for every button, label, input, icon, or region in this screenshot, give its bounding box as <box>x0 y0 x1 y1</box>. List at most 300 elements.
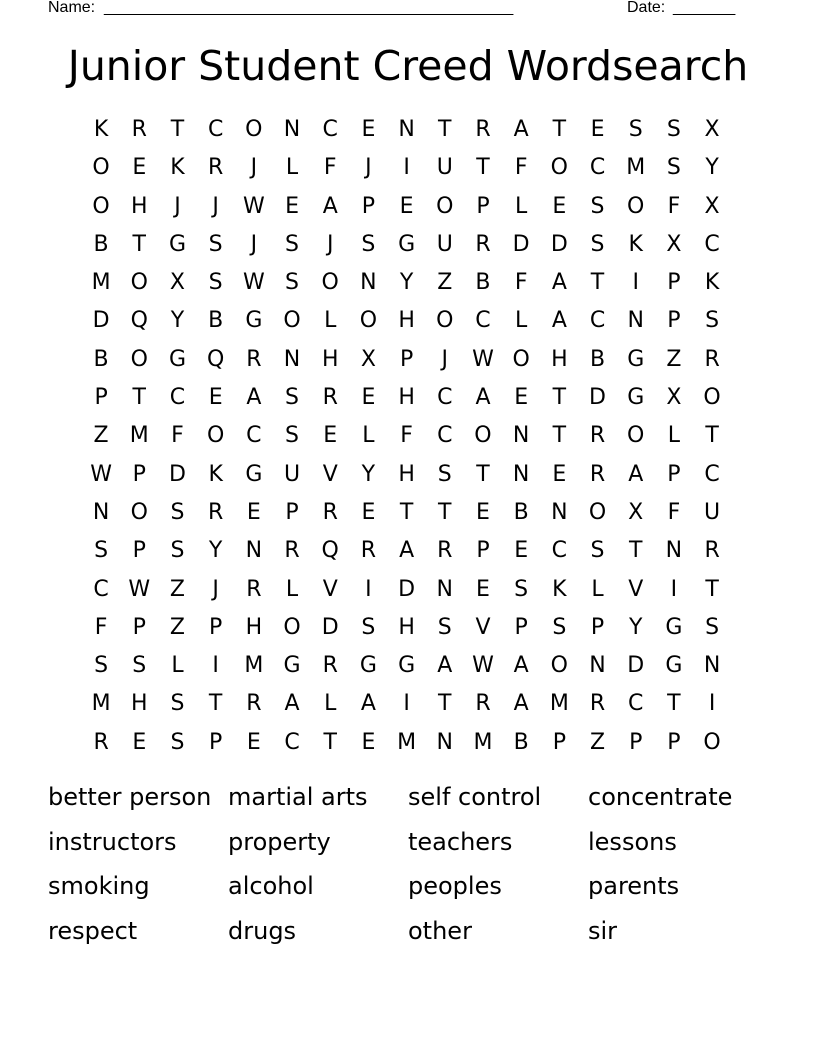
grid-letter: S <box>590 193 605 219</box>
grid-letter: D <box>589 385 606 411</box>
grid-letter: D <box>627 653 645 679</box>
grid-letter: A <box>628 461 644 487</box>
grid-letter: R <box>246 576 262 602</box>
grid-letter: P <box>552 729 566 755</box>
grid-letter: S <box>705 614 720 640</box>
grid-letter: E <box>514 385 529 411</box>
grid-letter: I <box>670 576 678 602</box>
grid-letter: E <box>361 117 376 142</box>
grid-letter: S <box>132 653 147 679</box>
word-bank-item: lessons <box>588 827 677 856</box>
grid-letter: M <box>91 691 111 717</box>
grid-letter: F <box>323 155 337 181</box>
grid-letter: C <box>246 423 262 449</box>
grid-letter: E <box>361 729 376 755</box>
grid-letter: R <box>475 231 491 257</box>
grid-letter: T <box>170 117 185 142</box>
grid-letter: V <box>628 576 644 602</box>
grid-letter: H <box>398 461 415 487</box>
grid-letter: M <box>244 653 264 679</box>
grid-letter: T <box>399 499 414 525</box>
grid-letter: G <box>398 231 416 257</box>
grid-letter: Y <box>170 308 185 334</box>
grid-letter: W <box>472 653 494 679</box>
grid-letter: V <box>322 576 338 602</box>
grid-letter: K <box>170 155 185 181</box>
grid-letter: A <box>322 193 338 219</box>
date-blank: _______ <box>673 0 736 16</box>
grid-letter: U <box>436 155 453 181</box>
grid-letter: E <box>590 117 605 142</box>
grid-letter: R <box>475 117 491 142</box>
grid-letter: L <box>324 308 337 334</box>
grid-row <box>82 379 732 417</box>
grid-row <box>82 417 732 455</box>
grid-letter: S <box>514 576 529 602</box>
grid-letter: S <box>666 155 681 181</box>
grid-letter: X <box>704 117 720 142</box>
grid-row <box>82 685 732 723</box>
grid-letter: E <box>552 461 567 487</box>
grid-letter: N <box>398 117 415 142</box>
grid-letter: D <box>321 614 339 640</box>
grid-letter: T <box>552 385 567 411</box>
grid-row <box>82 532 732 570</box>
grid-letter: P <box>132 461 146 487</box>
grid-letter: W <box>128 576 151 602</box>
grid-letter: W <box>242 193 265 219</box>
word-bank-item: sir <box>588 917 618 946</box>
word-bank-item: smoking <box>48 872 150 901</box>
grid-letter: E <box>552 193 567 219</box>
grid-letter: C <box>589 308 606 334</box>
grid-letter: H <box>131 193 148 219</box>
grid-letter: O <box>245 117 263 142</box>
grid-letter: F <box>667 499 681 525</box>
grid-letter: S <box>705 308 720 334</box>
word-bank-item: teachers <box>408 827 513 856</box>
grid-letter: A <box>513 691 529 717</box>
grid-letter: U <box>704 499 721 525</box>
grid-letter: G <box>359 653 377 679</box>
word-bank <box>48 778 788 957</box>
grid-letter: K <box>208 461 223 487</box>
grid-letter: R <box>208 499 224 525</box>
grid-letter: P <box>476 193 490 219</box>
grid-letter: N <box>283 346 301 372</box>
grid-letter: F <box>514 270 528 296</box>
grid-letter: T <box>132 385 146 411</box>
grid-letter: V <box>322 461 338 487</box>
grid-letter: R <box>437 538 453 564</box>
grid-letter: O <box>283 614 301 640</box>
grid-letter: C <box>704 461 720 487</box>
grid-letter: H <box>321 346 339 372</box>
grid-letter: C <box>322 117 338 142</box>
grid-letter: B <box>93 231 109 257</box>
grid-letter: O <box>321 270 339 296</box>
grid-letter: O <box>206 423 225 449</box>
grid-letter: S <box>590 538 605 564</box>
grid-letter: T <box>476 155 490 181</box>
grid-letter: R <box>131 117 147 142</box>
grid-letter: P <box>590 614 605 640</box>
word-bank-item: better person <box>48 783 212 811</box>
grid-letter: S <box>628 117 643 142</box>
grid-letter: T <box>552 117 567 142</box>
grid-letter: H <box>551 346 568 372</box>
grid-letter: B <box>513 729 529 755</box>
grid-letter: N <box>551 499 568 525</box>
grid-letter: E <box>208 385 223 411</box>
grid-letter: Z <box>437 270 453 296</box>
grid-letter: R <box>589 423 606 449</box>
grid-letter: H <box>398 614 415 640</box>
grid-row <box>82 149 732 187</box>
grid-letter: I <box>632 270 639 296</box>
word-bank-item: drugs <box>228 917 297 946</box>
page-title: Junior Student Creed Wordsearch <box>67 42 749 90</box>
grid-letter: O <box>512 346 530 372</box>
grid-letter: L <box>667 423 681 449</box>
grid-letter: T <box>705 576 719 602</box>
grid-row <box>82 188 732 226</box>
grid-letter: A <box>551 270 567 296</box>
grid-letter: L <box>591 576 604 602</box>
grid-letter: F <box>400 423 413 449</box>
grid-row <box>82 302 732 340</box>
grid-letter: C <box>551 538 568 564</box>
grid-letter: P <box>94 385 108 411</box>
grid-letter: B <box>93 346 109 372</box>
grid-letter: T <box>438 691 452 717</box>
grid-letter: P <box>667 729 681 755</box>
grid-letter: Y <box>361 461 376 487</box>
grid-letter: E <box>323 423 338 449</box>
grid-letter: O <box>130 499 148 525</box>
grid-letter: P <box>209 614 223 640</box>
grid-row <box>82 111 732 149</box>
grid-letter: T <box>476 461 490 487</box>
grid-letter: P <box>476 538 490 564</box>
grid-letter: X <box>704 193 720 219</box>
grid-letter: S <box>361 614 376 640</box>
grid-letter: D <box>512 231 530 257</box>
grid-letter: A <box>246 385 262 411</box>
grid-letter: E <box>246 729 261 755</box>
grid-letter: O <box>474 423 492 449</box>
grid-letter: O <box>550 653 568 679</box>
grid-letter: Z <box>589 729 606 755</box>
word-bank-item: respect <box>48 917 138 946</box>
grid-letter: Y <box>705 155 719 181</box>
grid-letter: L <box>171 653 184 679</box>
grid-letter: R <box>360 538 377 564</box>
grid-letter: K <box>93 117 109 142</box>
grid-letter: G <box>168 231 186 257</box>
grid-row <box>82 724 732 762</box>
grid-letter: O <box>550 155 568 181</box>
grid-letter: F <box>94 614 108 640</box>
grid-letter: X <box>169 270 185 296</box>
grid-letter: R <box>246 346 262 372</box>
grid-letter: N <box>589 653 606 679</box>
grid-letter: S <box>170 729 185 755</box>
grid-letter: L <box>515 193 528 219</box>
name-blank: ______________________________________________ <box>104 0 514 16</box>
grid-letter: N <box>627 308 644 334</box>
grid-letter: R <box>589 691 606 717</box>
grid-letter: K <box>628 231 643 257</box>
grid-letter: B <box>475 270 491 296</box>
grid-letter: X <box>360 346 376 372</box>
grid-letter: T <box>438 499 452 525</box>
grid-letter: A <box>551 308 567 334</box>
grid-letter: J <box>212 576 219 602</box>
grid-letter: R <box>322 499 338 525</box>
grid-letter: H <box>245 614 263 640</box>
grid-letter: N <box>360 270 377 296</box>
header-line <box>48 0 748 18</box>
grid-letter: O <box>588 499 607 525</box>
grid-letter: C <box>475 308 491 334</box>
grid-letter: M <box>549 691 569 717</box>
grid-letter: S <box>170 691 185 717</box>
grid-letter: A <box>284 691 300 717</box>
grid-letter: A <box>475 385 491 411</box>
word-bank-item: other <box>408 917 472 946</box>
grid-letter: C <box>169 385 186 411</box>
word-bank-item: martial arts <box>228 783 368 811</box>
grid-letter: T <box>208 691 223 717</box>
grid-letter: F <box>514 155 528 181</box>
grid-letter: L <box>362 423 375 449</box>
word-bank-item: self control <box>408 783 542 811</box>
grid-letter: T <box>628 538 643 564</box>
grid-letter: Z <box>666 346 682 372</box>
grid-letter: O <box>627 193 645 219</box>
grid-letter: X <box>666 385 682 411</box>
grid-letter: S <box>361 231 376 257</box>
grid-letter: P <box>514 614 528 640</box>
grid-letter: G <box>245 461 263 487</box>
grid-letter: A <box>399 538 415 564</box>
grid-letter: T <box>590 270 605 296</box>
grid-letter: O <box>436 308 454 334</box>
grid-letter: N <box>92 499 110 525</box>
grid-letter: S <box>94 538 109 564</box>
grid-row <box>82 571 732 609</box>
grid-letter: R <box>704 538 720 564</box>
grid-letter: L <box>285 576 299 602</box>
grid-letter: L <box>324 691 337 717</box>
date-label: Date: <box>627 0 666 16</box>
grid-letter: G <box>665 653 683 679</box>
grid-letter: R <box>475 691 491 717</box>
grid-letter: G <box>245 308 263 334</box>
grid-letter: O <box>703 385 721 411</box>
grid-letter: D <box>92 308 110 334</box>
grid-letter: G <box>665 614 683 640</box>
grid-letter: E <box>132 155 147 181</box>
grid-letter: O <box>92 193 110 219</box>
grid-letter: T <box>132 231 146 257</box>
grid-letter: O <box>703 729 721 755</box>
grid-letter: C <box>284 729 300 755</box>
grid-letter: B <box>589 346 606 372</box>
grid-letter: I <box>212 653 219 679</box>
grid-letter: H <box>398 308 415 334</box>
grid-letter: M <box>473 729 493 755</box>
grid-letter: S <box>285 423 300 449</box>
grid-letter: C <box>437 423 453 449</box>
grid-letter: A <box>360 691 376 717</box>
grid-row <box>82 647 732 685</box>
word-bank-item: alcohol <box>228 872 314 901</box>
grid-letter: J <box>441 346 449 372</box>
grid-letter: P <box>132 614 146 640</box>
grid-letter: S <box>170 499 185 525</box>
grid-letter: Y <box>208 538 223 564</box>
grid-letter: T <box>552 423 567 449</box>
grid-letter: G <box>627 385 645 411</box>
grid-letter: S <box>552 614 567 640</box>
grid-letter: T <box>667 691 681 717</box>
grid-letter: G <box>168 346 186 372</box>
grid-letter: I <box>403 691 410 717</box>
grid-letter: M <box>626 155 646 181</box>
grid-letter: E <box>361 385 376 411</box>
grid-letter: S <box>208 231 223 257</box>
grid-letter: A <box>437 653 453 679</box>
grid-letter: I <box>365 576 372 602</box>
grid-letter: O <box>92 155 110 181</box>
grid-letter: E <box>285 193 299 219</box>
grid-letter: J <box>326 231 334 257</box>
grid-letter: S <box>94 653 109 679</box>
grid-letter: P <box>399 346 414 372</box>
word-bank-item: parents <box>588 872 680 901</box>
grid-letter: G <box>627 346 645 372</box>
grid-letter: K <box>552 576 567 602</box>
grid-letter: G <box>283 653 301 679</box>
grid-letter: L <box>515 308 528 334</box>
grid-letter: C <box>704 231 720 257</box>
grid-letter: S <box>285 231 300 257</box>
grid-letter: P <box>285 499 299 525</box>
grid-row <box>82 341 732 379</box>
grid-letter: E <box>514 538 529 564</box>
grid-letter: O <box>359 308 378 334</box>
grid-letter: J <box>250 155 258 181</box>
grid-letter: B <box>513 499 529 525</box>
grid-letter: P <box>132 538 146 564</box>
grid-row <box>82 456 732 494</box>
grid-letter: R <box>322 385 338 411</box>
grid-letter: O <box>130 346 148 372</box>
grid-letter: D <box>398 576 416 602</box>
grid-letter: Z <box>93 423 109 449</box>
grid-row <box>82 226 732 264</box>
grid-letter: O <box>436 193 454 219</box>
grid-letter: E <box>399 193 414 219</box>
grid-letter: B <box>208 308 224 334</box>
grid-letter: Q <box>130 308 148 334</box>
grid-letter: N <box>665 538 683 564</box>
grid-letter: U <box>283 461 301 487</box>
name-label: Name: <box>48 0 96 16</box>
grid-letter: R <box>246 691 262 717</box>
grid-letter: E <box>361 499 376 525</box>
grid-letter: D <box>168 461 186 487</box>
grid-letter: Y <box>628 614 643 640</box>
letter-grid <box>82 111 732 762</box>
grid-letter: K <box>704 270 720 296</box>
grid-letter: V <box>475 614 491 640</box>
grid-letter: R <box>284 538 300 564</box>
grid-letter: X <box>628 499 644 525</box>
grid-letter: J <box>250 231 258 257</box>
grid-letter: Q <box>321 538 339 564</box>
grid-letter: H <box>131 691 148 717</box>
grid-letter: T <box>323 729 337 755</box>
grid-letter: C <box>437 385 453 411</box>
grid-letter: R <box>322 653 338 679</box>
grid-letter: D <box>550 231 568 257</box>
grid-letter: W <box>90 461 112 487</box>
grid-letter: P <box>667 461 681 487</box>
grid-letter: N <box>436 576 454 602</box>
grid-letter: Q <box>206 346 225 372</box>
grid-letter: H <box>398 385 415 411</box>
grid-letter: G <box>398 653 416 679</box>
grid-letter: S <box>285 385 300 411</box>
grid-letter: C <box>628 691 644 717</box>
grid-letter: O <box>130 270 148 296</box>
grid-letter: U <box>436 231 453 257</box>
grid-letter: S <box>437 614 452 640</box>
grid-letter: Z <box>169 614 185 640</box>
grid-letter: P <box>667 270 681 296</box>
grid-row <box>82 494 732 532</box>
grid-letter: F <box>667 193 681 219</box>
grid-letter: T <box>438 117 452 142</box>
word-bank-item: instructors <box>48 827 177 856</box>
grid-letter: E <box>476 499 490 525</box>
grid-letter: M <box>129 423 149 449</box>
word-bank-item: concentrate <box>588 783 733 811</box>
grid-letter: W <box>242 270 265 296</box>
grid-letter: S <box>285 270 300 296</box>
grid-letter: W <box>472 346 494 372</box>
grid-letter: S <box>170 538 185 564</box>
grid-letter: P <box>629 729 643 755</box>
grid-letter: J <box>365 155 372 181</box>
grid-row <box>82 264 732 302</box>
grid-letter: E <box>246 499 261 525</box>
grid-letter: A <box>513 117 529 142</box>
grid-letter: O <box>627 423 645 449</box>
grid-letter: S <box>666 117 681 142</box>
grid-letter: Y <box>399 270 414 296</box>
grid-letter: S <box>208 270 223 296</box>
word-bank-item: peoples <box>408 872 502 901</box>
grid-letter: N <box>245 538 263 564</box>
grid-letter: N <box>703 653 721 679</box>
grid-letter: R <box>704 346 720 372</box>
grid-letter: I <box>403 155 410 181</box>
grid-letter: E <box>132 729 147 755</box>
